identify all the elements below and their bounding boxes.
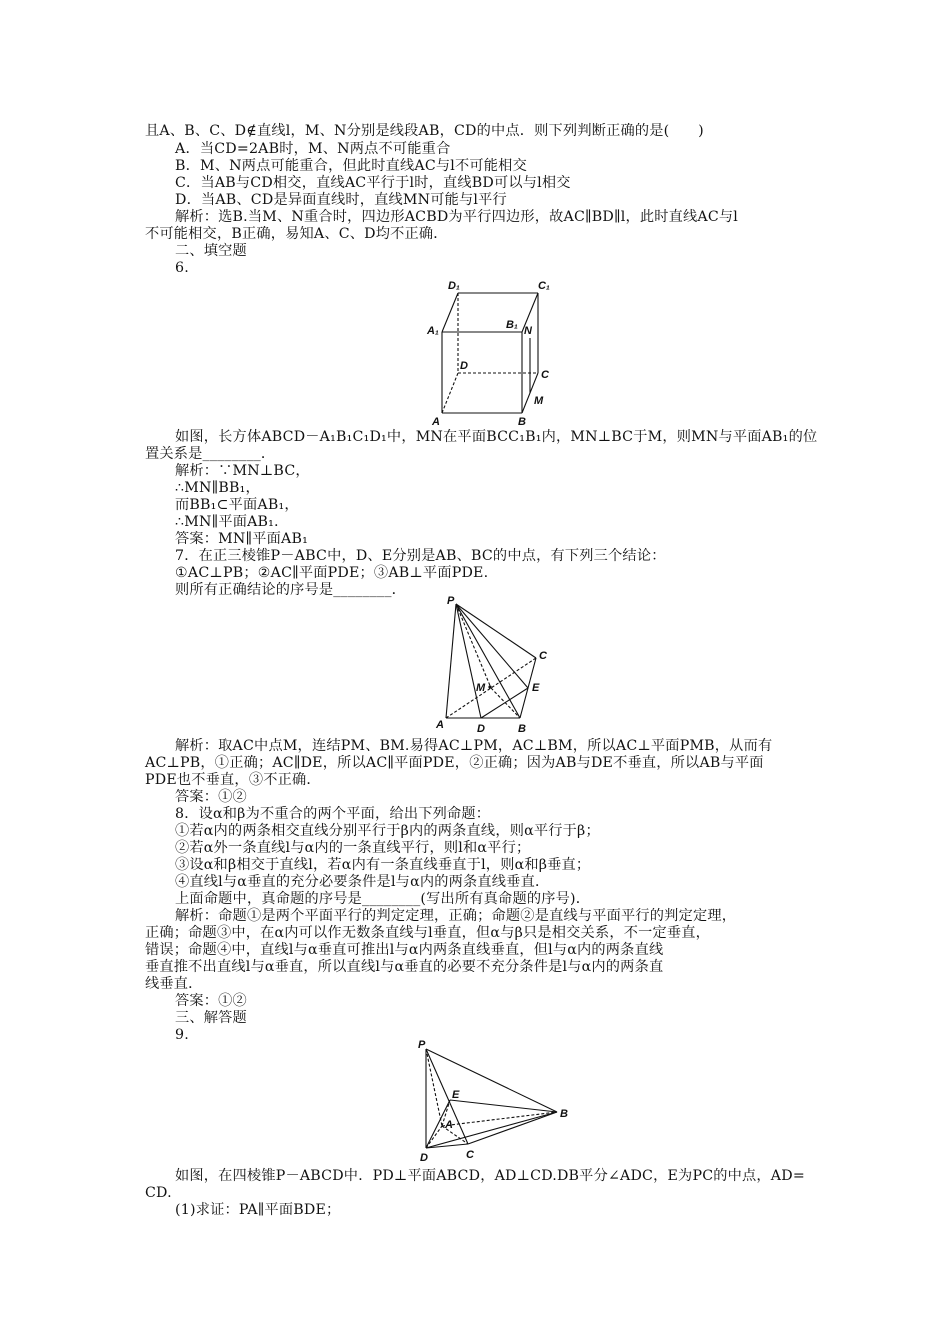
text-line-27: ③设α和β相交于直线l，若α内有一条直线垂直于l，则α和β垂直； bbox=[175, 857, 591, 873]
label-B: B bbox=[518, 416, 526, 428]
text-line-17: 7．在正三棱锥P－ABC中，D、E分别是AB、BC的中点，有下列三个结论： bbox=[175, 548, 666, 564]
text-line-36: 三、解答题 bbox=[175, 1010, 247, 1026]
text-line-23: 答案：①② bbox=[175, 789, 247, 805]
edge-A1D1 bbox=[442, 293, 458, 332]
text-line-32: 错误；命题④中，直线l与α垂直可推出l与α内两条直线垂直，但l与α内的两条直线 bbox=[145, 942, 664, 958]
text-line-26: ②若α外一条直线l与α内的一条直线平行，则l和α平行； bbox=[175, 840, 531, 856]
text-line-38: 如图，在四棱锥P－ABCD中．PD⊥平面ABCD，AD⊥CD.DB平分∠ADC，E为PC的中点，AD= bbox=[175, 1168, 805, 1184]
label-M: M bbox=[476, 682, 486, 694]
text-line-24: 8．设α和β为不重合的两个平面，给出下列命题： bbox=[175, 806, 491, 822]
label-E: E bbox=[532, 682, 540, 694]
text-line-7: 不可能相交，B正确，易知A、C、D均不正确． bbox=[145, 226, 448, 242]
figure-pyramid-7 bbox=[432, 596, 557, 736]
label-B1: B₁ bbox=[506, 319, 518, 331]
point-M bbox=[488, 685, 491, 688]
text-line-40: (1)求证：PA∥平面BDE； bbox=[175, 1202, 341, 1218]
label-E: E bbox=[452, 1089, 460, 1101]
label-N: N bbox=[524, 325, 532, 337]
text-line-10: 如图，长方体ABCD－A₁B₁C₁D₁中，MN在平面BCC₁B₁内，MN⊥BC于M，则MN与平面AB₁的位 bbox=[175, 429, 818, 445]
text-line-16: 答案：MN∥平面AB₁ bbox=[175, 531, 308, 547]
text-line-18: ①AC⊥PB；②AC∥平面PDE；③AB⊥平面PDE. bbox=[175, 565, 489, 581]
text-line-3: B．M、N两点可能重合，但此时直线AC与l不可能相交 bbox=[175, 158, 527, 174]
text-line-13: ∴MN∥BB₁， bbox=[175, 480, 260, 496]
text-line-35: 答案：①② bbox=[175, 993, 247, 1009]
text-line-20: 解析：取AC中点M，连结PM、BM.易得AC⊥PM，AC⊥BM，所以AC⊥平面PMB，从而有 bbox=[175, 738, 773, 754]
text-line-8: 二、填空题 bbox=[175, 243, 247, 259]
text-line-15: ∴MN∥平面AB₁. bbox=[175, 514, 279, 530]
text-line-2: A．当CD=2AB时，M、N两点不可能重合 bbox=[175, 141, 451, 157]
text-line-9: 6. bbox=[175, 260, 189, 276]
label-C: C bbox=[466, 1149, 474, 1161]
label-C: C bbox=[541, 369, 549, 381]
label-D1: D₁ bbox=[448, 280, 460, 292]
text-line-31: 正确；命题③中，在α内可以作无数条直线与l垂直，但α与β只是相交关系，不一定垂直， bbox=[145, 925, 711, 941]
label-C: C bbox=[539, 650, 547, 662]
text-line-14: 而BB₁⊂平面AB₁， bbox=[175, 497, 299, 513]
text-line-30: 解析：命题①是两个平面平行的判定定理，正确；命题②是直线与平面平行的判定定理， bbox=[175, 908, 737, 924]
label-P: P bbox=[447, 596, 455, 607]
text-line-12: 解析：∵MN⊥BC， bbox=[175, 463, 310, 479]
text-line-1: 且A、B、C、D∉直线l，M、N分别是线段AB，CD的中点．则下列判断正确的是( ) bbox=[145, 123, 704, 139]
label-D: D bbox=[477, 723, 485, 735]
label-D: D bbox=[420, 1152, 428, 1164]
text-line-33: 垂直推不出直线l与α垂直，所以直线l与α垂直的必要不充分条件是l与α内的两条直 bbox=[145, 959, 664, 975]
edge-AD bbox=[442, 373, 458, 413]
text-line-22: PDE也不垂直，③不正确． bbox=[145, 772, 321, 788]
text-line-34: 线垂直． bbox=[145, 976, 203, 992]
text-line-21: AC⊥PB，①正确；AC∥DE，所以AC∥平面PDE，②正确；因为AB与DE不垂直，所以AB与平面 bbox=[145, 755, 764, 771]
label-A: A bbox=[436, 719, 444, 731]
text-line-11: 置关系是________． bbox=[145, 446, 276, 462]
figure-pyramid-9 bbox=[410, 1040, 580, 1165]
text-line-39: CD. bbox=[145, 1185, 172, 1201]
label-P: P bbox=[418, 1040, 426, 1051]
text-line-19: 则所有正确结论的序号是________． bbox=[175, 582, 407, 598]
text-line-5: D．当AB、CD是异面直线时，直线MN可能与l平行 bbox=[175, 192, 507, 208]
figure-cuboid bbox=[420, 276, 560, 431]
text-line-4: C．当AB与CD相交，直线AC平行于l时，直线BD可以与l相交 bbox=[175, 175, 571, 191]
label-A: A bbox=[445, 1119, 453, 1131]
label-A1: A₁ bbox=[427, 325, 439, 337]
text-line-37: 9. bbox=[175, 1027, 189, 1043]
label-D: D bbox=[460, 360, 468, 372]
label-B: B bbox=[518, 723, 526, 735]
label-B: B bbox=[560, 1108, 568, 1120]
text-line-6: 解析：选B.当M、N重合时，四边形ACBD为平行四边形，故AC∥BD∥l，此时直线AC与l bbox=[175, 209, 739, 225]
label-A: A bbox=[432, 416, 440, 428]
text-line-25: ①若α内的两条相交直线分别平行于β内的两条直线，则α平行于β； bbox=[175, 823, 600, 839]
label-M: M bbox=[534, 395, 544, 407]
text-line-29: 上面命题中，真命题的序号是________(写出所有真命题的序号)． bbox=[175, 891, 591, 907]
text-line-28: ④直线l与α垂直的充分必要条件是l与α内的两条直线垂直． bbox=[175, 874, 550, 890]
label-C1: C₁ bbox=[538, 280, 550, 292]
